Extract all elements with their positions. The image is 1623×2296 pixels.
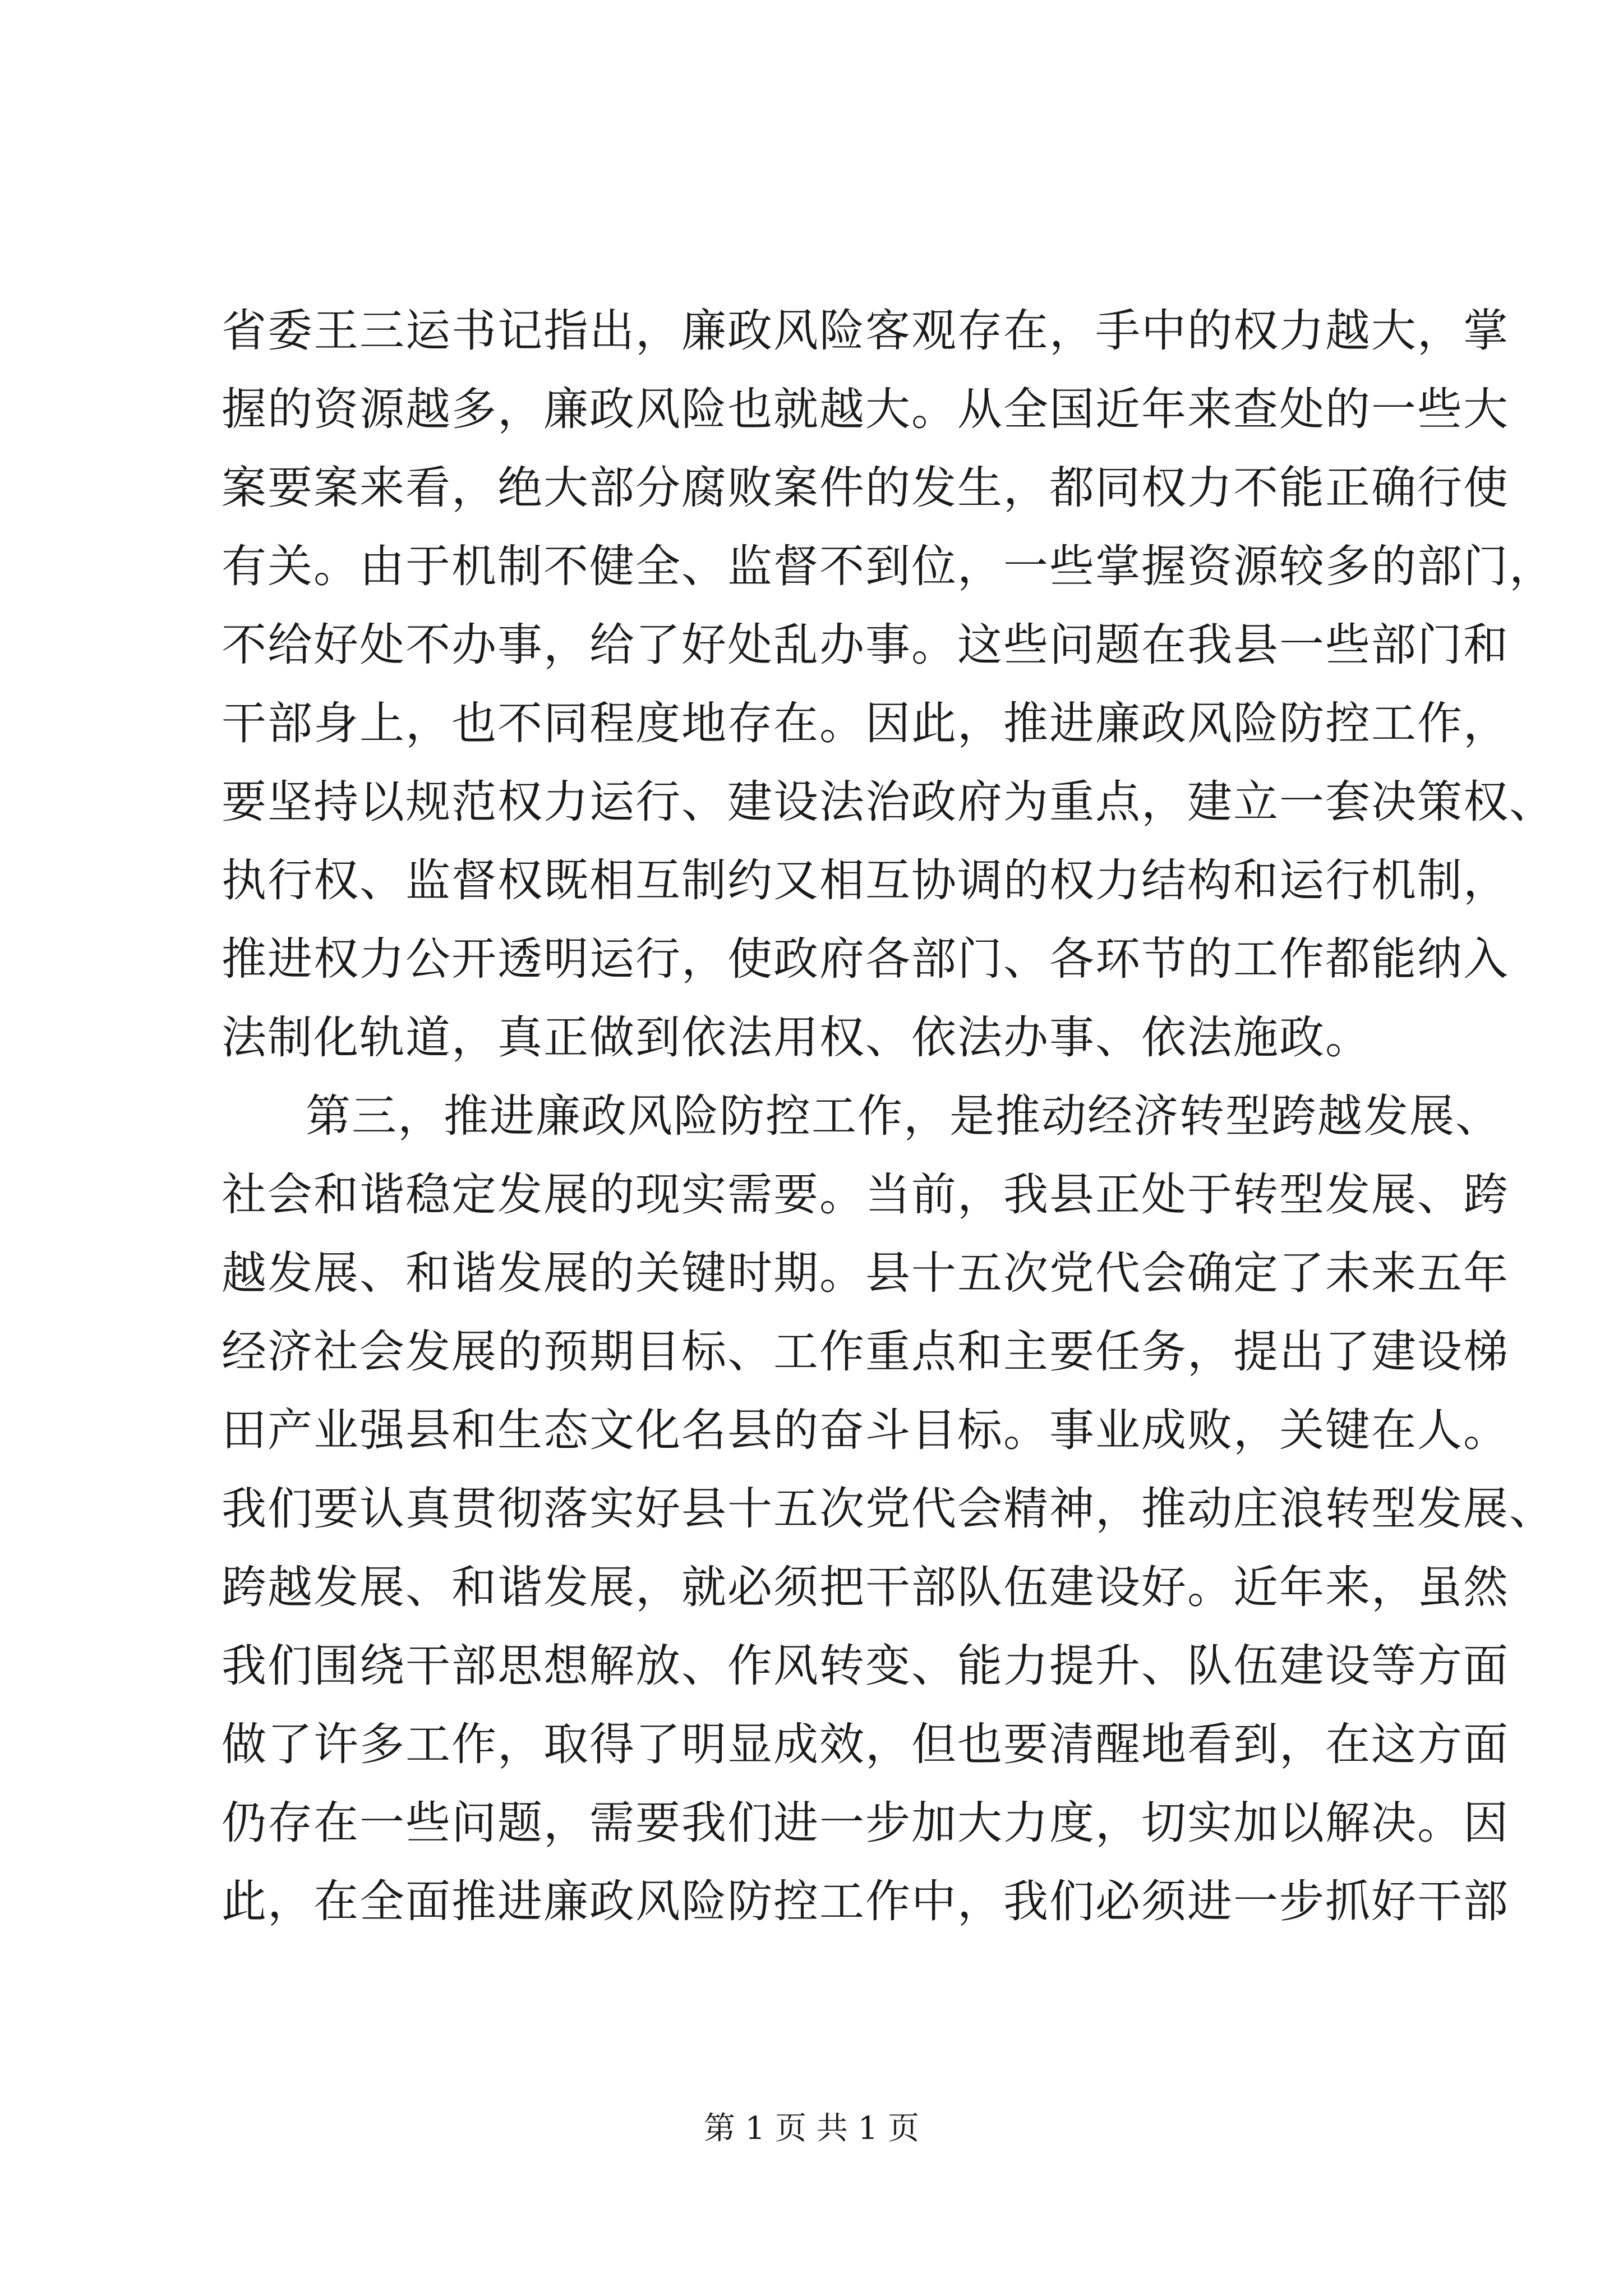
text-line: 推进权力公开透明运行，使政府各部门、各环节的工作都能纳入 xyxy=(222,933,1509,985)
text-line: 不给好处不办事，给了好处乱办事。这些问题在我县一些部门和 xyxy=(222,619,1509,671)
text-line: 干部身上，也不同程度地存在。因此，推进廉政风险防控工作， xyxy=(222,697,1509,749)
text-line: 社会和谐稳定发展的现实需要。当前，我县正处于转型发展、跨 xyxy=(222,1168,1509,1221)
text-line: 我们围绕干部思想解放、作风转变、能力提升、队伍建设等方面 xyxy=(222,1640,1509,1692)
text-line: 要坚持以规范权力运行、建设法治政府为重点，建立一套决策权、 xyxy=(222,776,1555,828)
text-line: 仍存在一些问题，需要我们进一步加大力度，切实加以解决。因 xyxy=(222,1797,1509,1849)
text-line: 握的资源越多，廉政风险也就越大。从全国近年来查处的一些大 xyxy=(222,383,1509,435)
text-line: 跨越发展、和谐发展，就必须把干部队伍建设好。近年来，虽然 xyxy=(222,1561,1509,1613)
page-number-label: 第 1 页 共 1 页 xyxy=(703,2110,920,2147)
text-line: 田产业强县和生态文化名县的奋斗目标。事业成败，关键在人。 xyxy=(222,1404,1509,1456)
text-line: 省委王三运书记指出，廉政风险客观存在，手中的权力越大，掌 xyxy=(222,305,1509,357)
text-line: 案要案来看，绝大部分腐败案件的发生，都同权力不能正确行使 xyxy=(222,462,1509,514)
text-line: 执行权、监督权既相互制约又相互协调的权力结构和运行机制， xyxy=(222,854,1509,907)
text-line: 法制化轨道，真正做到依法用权、依法办事、依法施政。 xyxy=(222,1011,1371,1064)
text-line: 此，在全面推进廉政风险防控工作中，我们必须进一步抓好干部 xyxy=(222,1875,1509,1927)
text-line: 越发展、和谐发展的关键时期。县十五次党代会确定了未来五年 xyxy=(222,1247,1509,1299)
text-line: 我们要认真贯彻落实好县十五次党代会精神，推动庄浪转型发展、 xyxy=(222,1483,1555,1535)
text-line: 做了许多工作，取得了明显成效，但也要清醒地看到，在这方面 xyxy=(222,1718,1509,1770)
paragraph-start-line: 第三，推进廉政风险防控工作，是推动经济转型跨越发展、 xyxy=(306,1090,1501,1142)
text-line: 有关。由于机制不健全、监督不到位，一些掌握资源较多的部门， xyxy=(222,540,1555,592)
page-footer xyxy=(0,2109,1623,2148)
text-line: 经济社会发展的预期目标、工作重点和主要任务，提出了建设梯 xyxy=(222,1326,1509,1378)
